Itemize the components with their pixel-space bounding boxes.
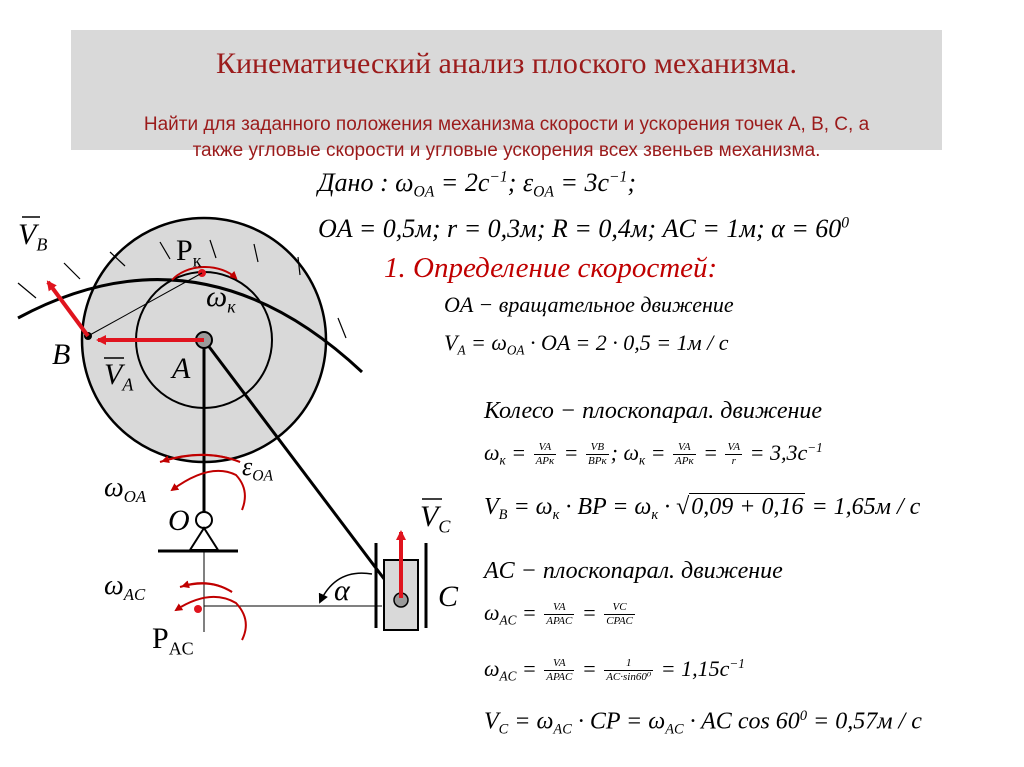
support-o	[190, 528, 218, 550]
label-pac: $P_{AC}$	[152, 622, 194, 659]
given-line-2: OA = 0,5м; r = 0,3м; R = 0,4м; AC = 1м; $\alpha = 60^0$	[318, 214, 850, 243]
label-omega-k: $\omega_к$	[206, 280, 236, 317]
va-formula: $V_A = \omega_{OA}$ · OA = 2 · 0,5 = 1м / c	[444, 330, 729, 358]
ac-heading: AC − плоскопарал. движение	[484, 558, 783, 584]
section-velocities-heading: 1. Определение скоростей:	[384, 252, 718, 284]
label-omega-ac: $\omega_{AC}$	[104, 570, 146, 604]
label-c: C	[438, 580, 459, 613]
oa-motion-text: OA − вращательное движение	[444, 292, 734, 317]
label-eps-oa: $\varepsilon_{OA}$	[242, 452, 274, 485]
label-va: $V_A$	[104, 358, 134, 395]
point-pac	[194, 605, 202, 613]
label-o: O	[168, 504, 190, 537]
joint-o	[196, 512, 212, 528]
omega-ac-formula-2: $\omega_{AC}$ = $\frac{VA}{\text{APAC}}$ = $\frac{1}{\text{AC·sin60⁰}}$ = $1,15c^{-1}$	[484, 656, 745, 684]
label-omega-oa: $\omega_{OA}$	[104, 472, 147, 506]
slide-title: Кинематический анализ плоского механизма.	[215, 47, 798, 80]
label-a: A	[172, 352, 191, 385]
task-line-1: Найти для заданного положения механизма скорости и ускорения точек A, B, C, а	[143, 114, 870, 135]
label-vb: $V_B$	[18, 218, 48, 255]
vb-formula: $V_B = \omega_к$ · BP = $\omega_к \cdot √0,09 + 0,16 = 1,65м / c$	[484, 494, 921, 524]
label-b: B	[52, 338, 71, 371]
task-line-2: также угловые скорости и угловые ускорения всех звеньев механизма.	[192, 140, 821, 161]
wheel-heading: Колесо − плоскопарал. движение	[484, 398, 823, 424]
label-pk: $P_к$	[176, 234, 202, 271]
omega-k-formula: $\omega_к$ = $\frac{VA}{\text{APк}}$ = $\frac{VB}{\text{BPк}}$ ; $\omega_к$ = $\frac{VA}{\text{APк}}$ = $\frac{VA}{r}$ = $3,3c^{-1}$	[484, 440, 823, 468]
omega-ac-formula-1: $\omega_{AC}$ = $\frac{VA}{\text{APAC}}$ = $\frac{VC}{\text{CPAC}}$	[484, 600, 633, 628]
label-alpha: α	[334, 574, 350, 607]
given-line-1: Дано : $\omega_{OA} = 2c^{-1}$; $\varepsilon_{OA} = 3c^{-1}$;	[318, 168, 636, 201]
label-vc: $V_C$	[420, 500, 451, 537]
vc-formula: $V_C = \omega_{AC}$ · CP = $\omega_{AC}$ · AC $\cos 60^0 = 0,57м / c$	[484, 708, 922, 738]
